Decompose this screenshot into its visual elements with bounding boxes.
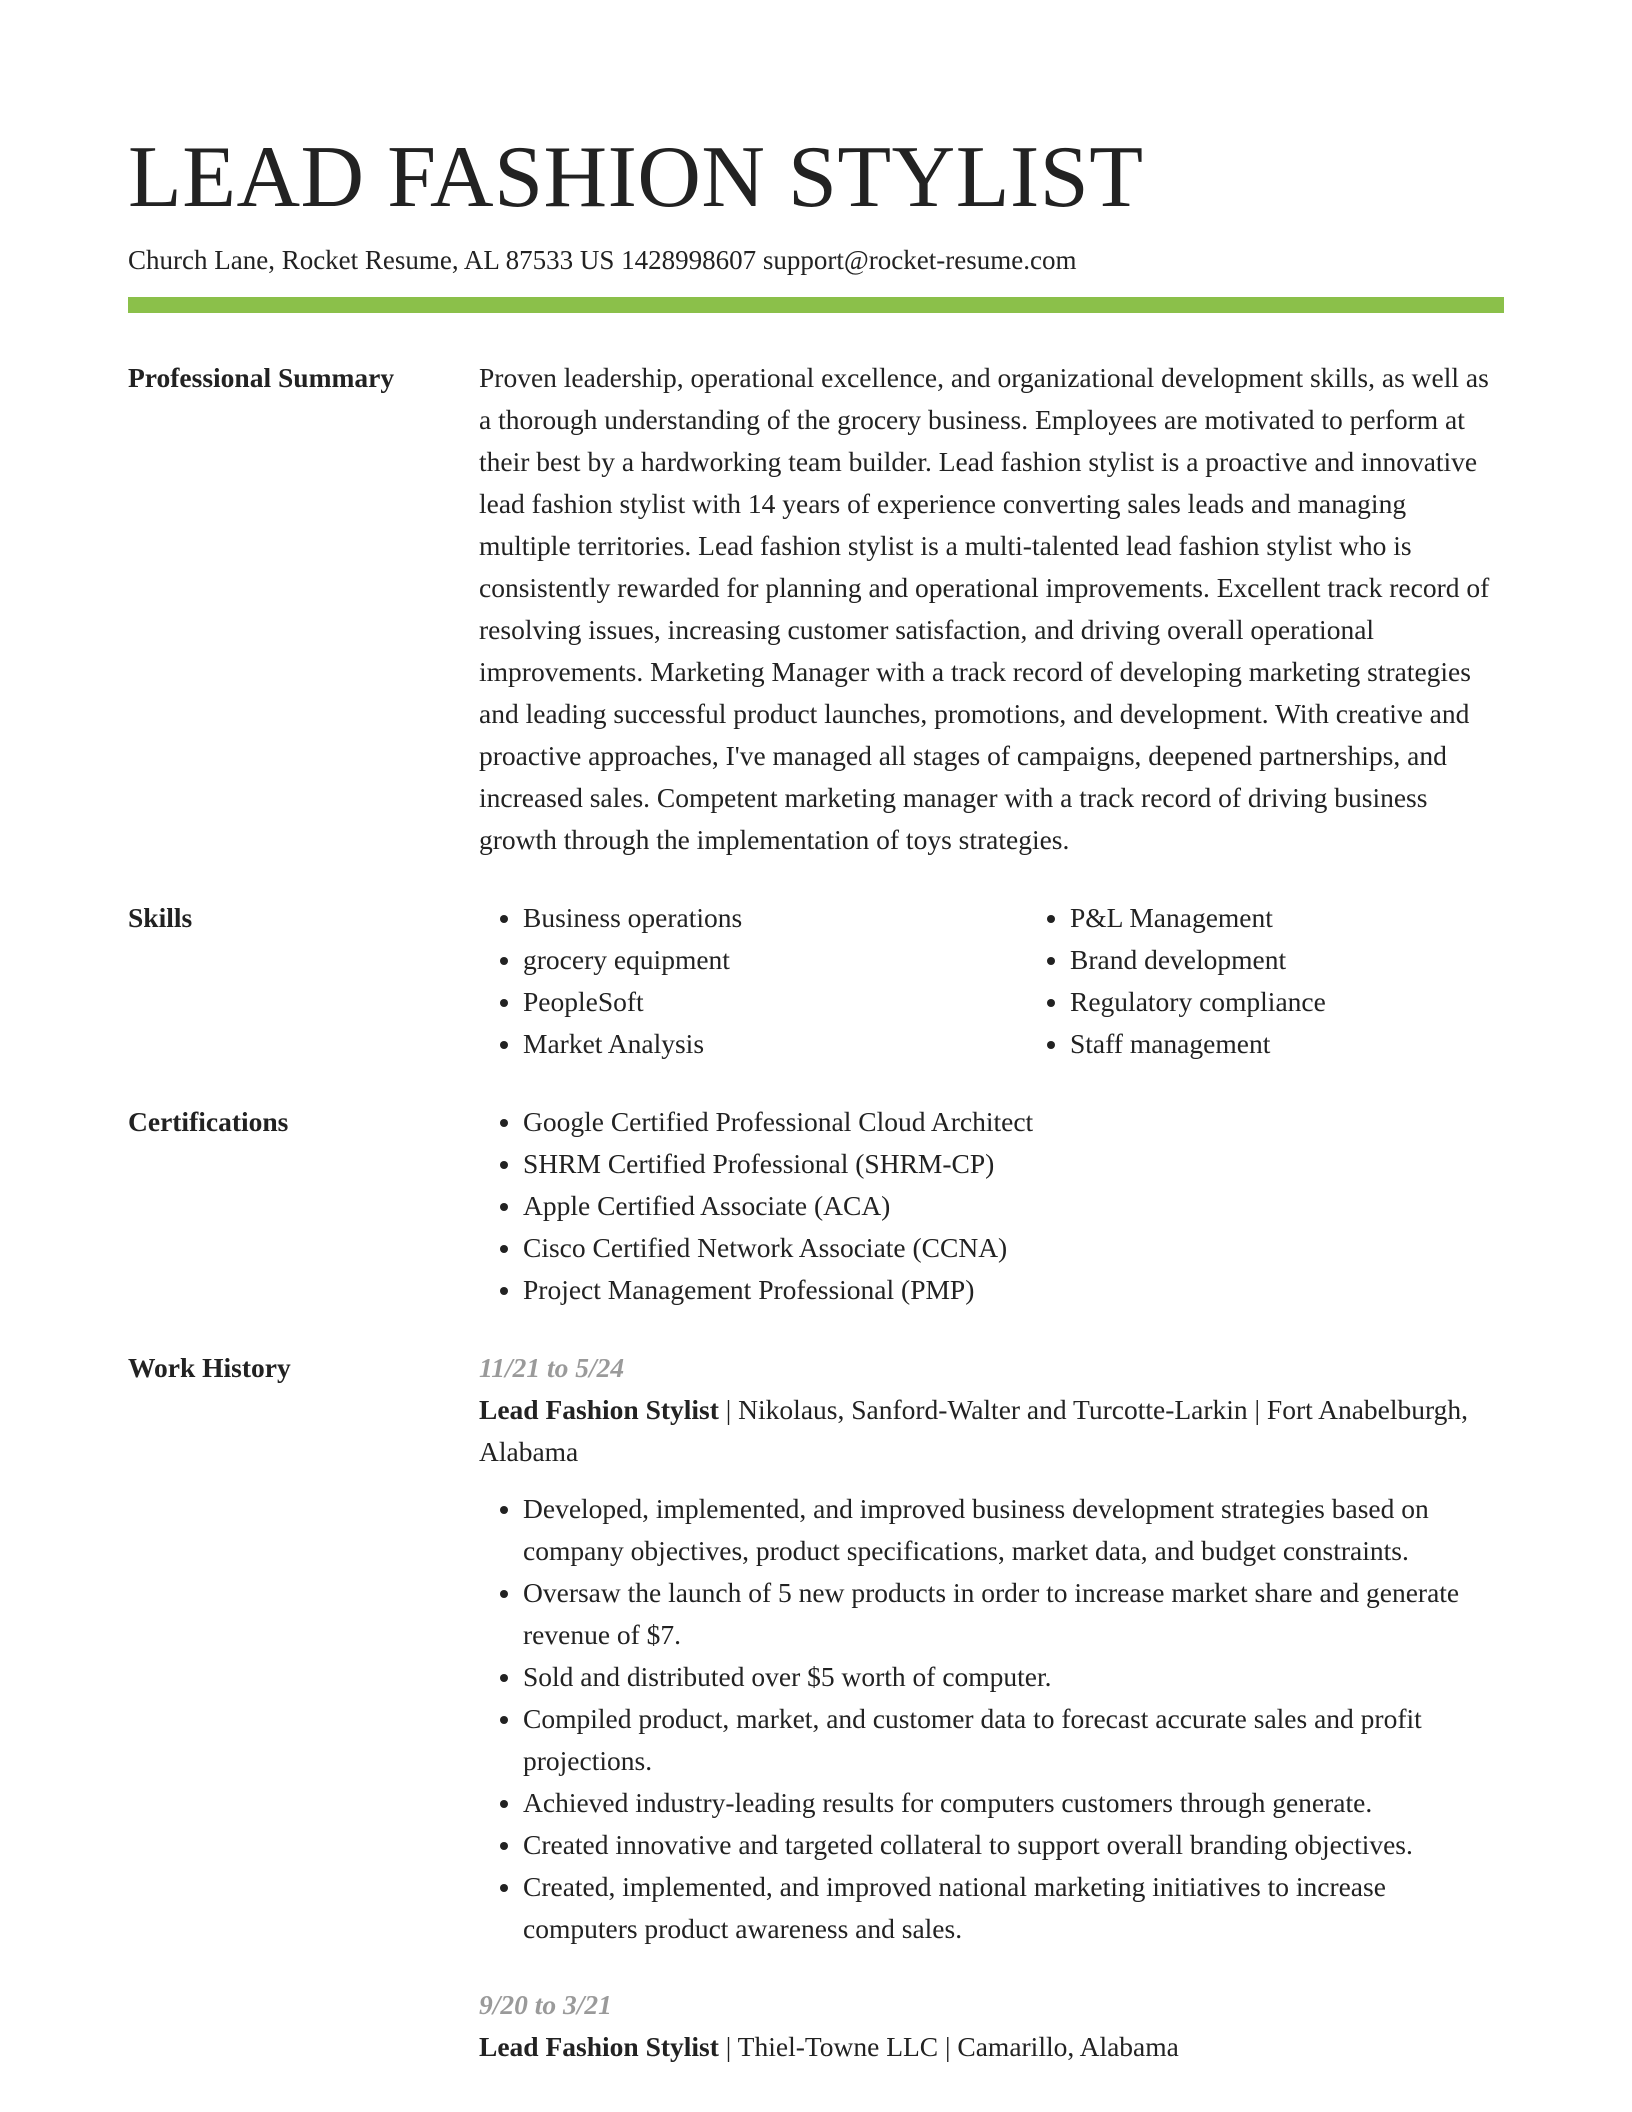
job-bullets: [479, 1488, 1504, 1950]
certifications-label: Certifications: [128, 1106, 289, 1138]
job-entry: [479, 1347, 1504, 1950]
skill-item: • Staff management: [1070, 1023, 1326, 1065]
job-dates: 9/20 to 3/21: [479, 1989, 612, 2021]
certification-item: • Apple Certified Associate (ACA): [523, 1185, 1504, 1227]
job-entry: [479, 1984, 1504, 2068]
job-bullet: • Sold and distributed over $5 worth of computer.: [523, 1656, 1504, 1698]
contact-line: Church Lane, Rocket Resume, AL 87533 US 1428998607 support@rocket-resume.com: [128, 245, 1077, 275]
summary-label: Professional Summary: [128, 362, 395, 394]
skill-item: • P&L Management: [1070, 897, 1326, 939]
accent-divider: [128, 297, 1504, 313]
skill-item: • Brand development: [1070, 939, 1326, 981]
skill-item: • Market Analysis: [523, 1023, 1026, 1065]
certification-item: • Google Certified Professional Cloud Architect: [523, 1101, 1504, 1143]
certification-item: • Cisco Certified Network Associate (CCNA): [523, 1227, 1504, 1269]
skills-column-right: [1026, 897, 1326, 1065]
job-bullet: • Created, implemented, and improved national marketing initiatives to increase computers product awareness and sales.: [523, 1866, 1504, 1950]
certifications-bullets: [479, 1101, 1504, 1311]
job-bullet: • Created innovative and targeted collateral to support overall branding objectives.: [523, 1824, 1504, 1866]
skill-item: • Business operations: [523, 897, 1026, 939]
job-bullet: • Achieved industry-leading results for computers customers through generate.: [523, 1782, 1504, 1824]
skills-list: [479, 897, 1504, 1065]
summary-section: [128, 357, 1504, 861]
job-bullet: • Developed, implemented, and improved business development strategies based on company objectives, product specifications, market data, and budget constraints.: [523, 1488, 1504, 1572]
skill-item: • Regulatory compliance: [1070, 981, 1326, 1023]
job-bullet: • Oversaw the launch of 5 new products in order to increase market share and generate revenue of $7.: [523, 1572, 1504, 1656]
job-title: Lead Fashion Stylist: [479, 1394, 719, 1426]
work-history-section: [128, 1347, 1504, 2068]
skills-label: Skills: [128, 902, 193, 934]
certifications-section: [128, 1101, 1504, 1311]
job-heading: [479, 1389, 1504, 1473]
work-history-list: [479, 1347, 1504, 2068]
job-dates: 11/21 to 5/24: [479, 1352, 625, 1384]
skills-section: [128, 897, 1504, 1065]
skills-column-left: [479, 897, 1026, 1065]
certification-item: • SHRM Certified Professional (SHRM-CP): [523, 1143, 1504, 1185]
job-heading: [479, 2026, 1504, 2068]
job-bullet: • Compiled product, market, and customer data to forecast accurate sales and profit projections.: [523, 1698, 1504, 1782]
job-details: | Nikolaus, Sanford-Walter and Turcotte-Larkin | Fort Anabelburgh, Alabama: [479, 1394, 1469, 1468]
certifications-list: [479, 1101, 1504, 1311]
skill-item: • PeopleSoft: [523, 981, 1026, 1023]
resume-title: LEAD FASHION STYLIST: [128, 129, 1144, 226]
certification-item: • Project Management Professional (PMP): [523, 1269, 1504, 1311]
work-history-label: Work History: [128, 1352, 291, 1384]
job-title: Lead Fashion Stylist: [479, 2031, 719, 2063]
summary-text: Proven leadership, operational excellence, and organizational development skills, as well as a thorough understanding of the grocery business. Employees are motivated to perform at their best by a hardworking team builder. Lead fashion stylist is a proactive and innovative lead fashion stylist with 14 years of experience converting sales leads and managing multiple territories. Lead fashion stylist is a multi-talented lead fashion stylist who is consistently rewarded for planning and operational improvements. Excellent track record of resolving issues, increasing customer satisfaction, and driving overall operational improvements. Marketing Manager with a track record of developing marketing strategies and leading successful product launches, promotions, and development. With creative and proactive approaches, I've managed all stages of campaigns, deepened partnerships, and increased sales. Competent marketing manager with a track record of driving business growth through the implementation of toys strategies.: [479, 362, 1490, 856]
skill-item: • grocery equipment: [523, 939, 1026, 981]
job-details: | Thiel-Towne LLC | Camarillo, Alabama: [718, 2031, 1179, 2063]
